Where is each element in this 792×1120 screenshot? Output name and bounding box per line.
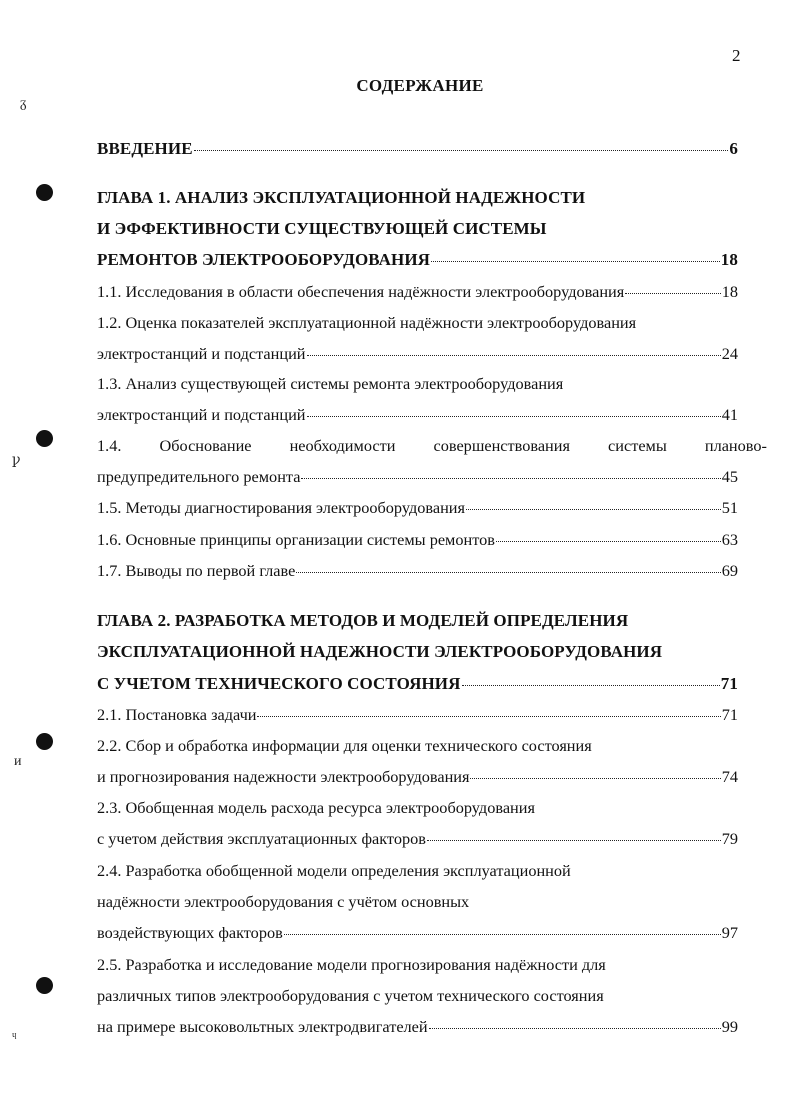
leader-dots xyxy=(462,684,720,686)
toc-chapter-heading xyxy=(97,214,738,244)
leader-dots xyxy=(301,477,720,479)
toc-entry-chapter-2[interactable] xyxy=(97,669,738,699)
toc-entry-text: 2.3. Обобщенная модель расхода ресурса электрооборудования xyxy=(97,798,535,817)
toc-page-number: 71 xyxy=(720,674,738,693)
toc-entry-1-2[interactable] xyxy=(97,308,738,338)
margin-mark-2: ꝩ xyxy=(12,453,21,468)
toc-page-number: 18 xyxy=(721,282,738,301)
leader-dots xyxy=(625,292,720,294)
toc-entry-text: 1.7. Выводы по первой главе xyxy=(97,561,296,580)
toc-entry-text: 2.1. Постановка задачи xyxy=(97,705,257,724)
toc-entry-text: воздействующих факторов xyxy=(97,923,283,942)
leader-dots xyxy=(296,571,720,573)
toc-entry-text: электростанций и подстанций xyxy=(97,344,306,363)
toc-entry-1-4-cont[interactable] xyxy=(97,462,738,492)
toc-entry-text: РЕМОНТОВ ЭЛЕКТРООБОРУДОВАНИЯ xyxy=(97,250,431,269)
leader-dots xyxy=(194,149,729,151)
toc-entry-text: 1.2. Оценка показателей эксплуатационной надёжности электрооборудования xyxy=(97,313,637,332)
leader-dots xyxy=(307,415,721,417)
toc-entry-chapter-1[interactable] xyxy=(97,245,738,275)
toc-entry-2-4-cont2[interactable] xyxy=(97,918,738,948)
punch-hole-4 xyxy=(36,977,53,994)
toc-page-number: 45 xyxy=(721,467,738,486)
toc-entry-text: 1.1. Исследования в области обеспечения надёжности электрооборудования xyxy=(97,282,625,301)
leader-dots xyxy=(431,260,720,262)
toc-entry-1-1[interactable] xyxy=(97,277,738,307)
toc-entry-text: 2.2. Сбор и обработка информации для оценки технического состояния xyxy=(97,736,592,755)
toc-entry-text: электростанций и подстанций xyxy=(97,405,306,424)
toc-entry-1-6[interactable] xyxy=(97,525,738,555)
leader-dots xyxy=(427,839,721,841)
toc-entry-text: И ЭФФЕКТИВНОСТИ СУЩЕСТВУЮЩЕЙ СИСТЕМЫ xyxy=(97,219,547,238)
toc-entry-2-5-cont2[interactable] xyxy=(97,1012,738,1042)
toc-entry-1-4[interactable] xyxy=(97,431,767,461)
toc-page-number: 71 xyxy=(721,705,738,724)
toc-page-number: 24 xyxy=(721,344,738,363)
toc-entry-text: с учетом действия эксплуатационных факторов xyxy=(97,829,426,848)
leader-dots xyxy=(284,933,721,935)
toc-page-number: 63 xyxy=(721,530,738,549)
toc-entry-text: ГЛАВА 2. РАЗРАБОТКА МЕТОДОВ И МОДЕЛЕЙ ОПРЕДЕЛЕНИЯ xyxy=(97,611,629,630)
leader-dots xyxy=(257,715,720,717)
toc-page-number: 79 xyxy=(721,829,738,848)
page-title: СОДЕРЖАНИЕ xyxy=(356,76,484,95)
toc-entry-2-4-cont[interactable] xyxy=(97,887,738,917)
toc-entry-2-3-cont[interactable] xyxy=(97,824,738,854)
toc-entry-text: 1.5. Методы диагностирования электрооборудования xyxy=(97,498,466,517)
toc-entry-text: 2.4. Разработка обобщенной модели определения эксплуатационной xyxy=(97,861,571,880)
toc-page-number: 41 xyxy=(721,405,738,424)
toc-entry-1-3[interactable] xyxy=(97,369,738,399)
toc-entry-text: различных типов электрооборудования с учетом технического состояния xyxy=(97,986,604,1005)
punch-hole-2 xyxy=(36,430,53,447)
toc-entry-1-3-cont[interactable] xyxy=(97,400,738,430)
toc-page-number: 99 xyxy=(721,1017,738,1036)
toc-entry-text: ВВЕДЕНИЕ xyxy=(97,139,193,158)
leader-dots xyxy=(470,777,720,779)
toc-page-number: 97 xyxy=(721,923,738,942)
page-number: 2 xyxy=(732,46,741,65)
punch-hole-1 xyxy=(36,184,53,201)
toc-entry-text: предупредительного ремонта xyxy=(97,467,301,486)
toc-entry-text: 1.3. Анализ существующей системы ремонта электрооборудования xyxy=(97,374,564,393)
toc-page-number: 74 xyxy=(721,767,738,786)
toc-page-number: 18 xyxy=(720,250,738,269)
toc-page-number: 6 xyxy=(729,139,738,158)
margin-mark-4: ᶣ xyxy=(12,1030,17,1045)
toc-entry-2-5[interactable] xyxy=(97,950,738,980)
toc-page-number: 51 xyxy=(721,498,738,517)
toc-page-number: 69 xyxy=(721,561,738,580)
toc-entry-text: 1.4. Обоснование необходимости совершенствования системы планово- xyxy=(97,436,767,455)
toc-chapter-heading xyxy=(97,183,738,213)
toc-entry-2-1[interactable] xyxy=(97,700,738,730)
toc-chapter-heading xyxy=(97,637,738,667)
toc-entry-2-5-cont[interactable] xyxy=(97,981,738,1011)
toc-entry-introduction[interactable] xyxy=(97,134,738,164)
toc-entry-text: ЭКСПЛУАТАЦИОННОЙ НАДЕЖНОСТИ ЭЛЕКТРООБОРУДОВАНИЯ xyxy=(97,642,663,661)
leader-dots xyxy=(307,354,721,356)
toc-entry-1-7[interactable] xyxy=(97,556,738,586)
toc-entry-text: и прогнозирования надежности электрооборудования xyxy=(97,767,470,786)
leader-dots xyxy=(429,1027,721,1029)
leader-dots xyxy=(496,540,721,542)
toc-entry-1-5[interactable] xyxy=(97,493,738,523)
toc-entry-text: ГЛАВА 1. АНАЛИЗ ЭКСПЛУАТАЦИОННОЙ НАДЕЖНОСТИ xyxy=(97,188,586,207)
margin-mark-1: ᵹ xyxy=(20,96,27,111)
toc-entry-text: 2.5. Разработка и исследование модели прогнозирования надёжности для xyxy=(97,955,606,974)
toc-entry-1-2-cont[interactable] xyxy=(97,339,738,369)
leader-dots xyxy=(466,508,721,510)
toc-entry-text: на примере высоковольтных электродвигателей xyxy=(97,1017,428,1036)
punch-hole-3 xyxy=(36,733,53,750)
toc-entry-2-2[interactable] xyxy=(97,731,738,761)
toc-entry-text: С УЧЕТОМ ТЕХНИЧЕСКОГО СОСТОЯНИЯ xyxy=(97,674,461,693)
toc-entry-2-2-cont[interactable] xyxy=(97,762,738,792)
toc-entry-2-3[interactable] xyxy=(97,793,738,823)
toc-chapter-heading xyxy=(97,606,738,636)
toc-entry-text: надёжности электрооборудования с учётом основных xyxy=(97,892,470,911)
margin-mark-3: ᴎ xyxy=(14,754,22,769)
toc-entry-2-4[interactable] xyxy=(97,856,738,886)
toc-entry-text: 1.6. Основные принципы организации системы ремонтов xyxy=(97,530,495,549)
